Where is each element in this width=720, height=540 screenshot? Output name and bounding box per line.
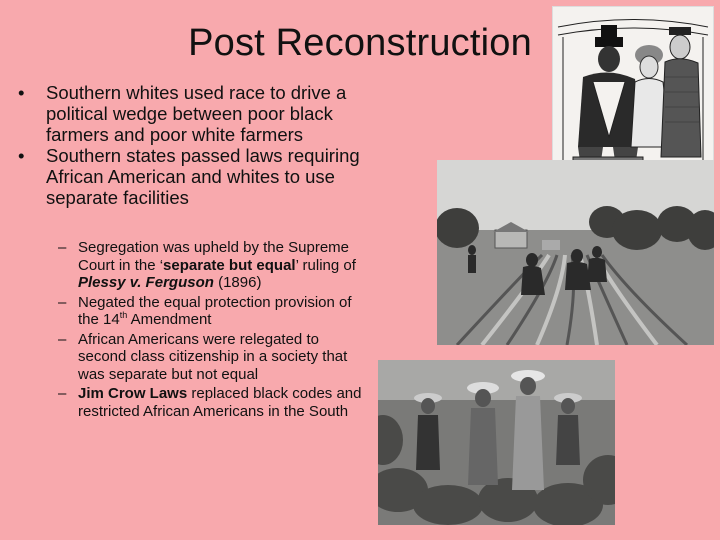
children-photo-illustration [378, 360, 615, 525]
bullet-text: Southern whites used race to drive a political wedge between poor black farmers and poor white farmers [46, 82, 347, 145]
sub-bullet-item [58, 239, 368, 292]
children-tobacco-field-photo [378, 360, 615, 525]
bullet-item [18, 145, 378, 208]
sub-bullet-item [58, 385, 368, 420]
dash-icon: – [58, 239, 67, 256]
sub-bullet-text: African Americans were relegated to second class citizenship in a society that was separate but not equal [78, 330, 348, 383]
sub-bullet-item [58, 331, 368, 384]
dash-icon: – [58, 293, 67, 311]
sub-bullet-text: Jim Crow Laws replaced black codes and restricted African Americans in the South [78, 385, 362, 420]
sub-bullet-item [58, 294, 368, 329]
bold-phrase: separate but equal [163, 256, 296, 274]
bullet-icon: • [18, 145, 25, 166]
main-bullet-list [18, 82, 378, 208]
field-photo-illustration [437, 160, 714, 345]
case-name: Plessy v. Ferguson [78, 274, 214, 291]
sub-bullet-text: Segregation was upheld by the Supreme Court in the ‘separate but equal’ ruling of Plessy v. Ferguson (1896) [78, 239, 356, 291]
sub-bullet-text: Negated the equal protection provision of the 14th Amendment [78, 293, 352, 328]
slide-title: Post Reconstruction [188, 22, 532, 64]
bullet-text: Southern states passed laws requiring African American and whites to use separate facilities [46, 145, 360, 208]
bullet-icon: • [18, 82, 25, 103]
bullet-item [18, 82, 378, 145]
sub-bullet-list [58, 239, 368, 422]
dash-icon: – [58, 330, 67, 348]
bold-phrase: Jim Crow Laws [78, 385, 188, 402]
field-workers-photo [437, 160, 714, 345]
dash-icon: – [58, 385, 67, 402]
